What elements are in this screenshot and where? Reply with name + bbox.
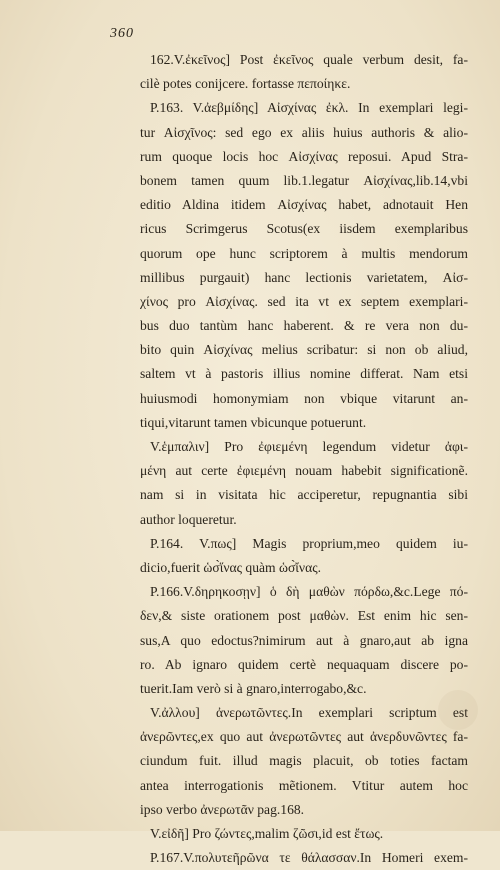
text-line: δεν,& siste orationem post μαθὼν. Est enim hic sen- [140, 608, 468, 624]
text-line: ciundum fuit. illud magis placuit, ob toties factam [140, 753, 468, 769]
text-line: tiqui,vitarunt tamen vbicunque potuerunt. [140, 414, 367, 430]
text-line: bito quin Αἰσχίνας melius scribatur: si non ob aliud, [140, 342, 468, 358]
text-line: editio Aldina itidem Αἰσχίνας habet, adnotauit Hen [140, 197, 468, 213]
text-line: μένη aut certe ἐφιεμένη nouam habebit significationẽ. [140, 463, 468, 479]
text-line: ricus Scrimgerus Scotus(ex iisdem exemplaribus [140, 221, 468, 237]
page-number: 360 [110, 26, 134, 41]
text-line: V.εἰδῆ] Pro ζώντες,malim ζῶσι,id est ἔτως. [150, 826, 384, 841]
text-line: dicio,fuerit ὡσ̀ἵνας quàm ὡσ̀ἴνας. [140, 559, 321, 575]
text-line: ipso verbo ἀνερωτᾶν pag.168. [140, 801, 305, 817]
text-line: P.163. V.ἀεβμίδης] Αἰσχίνας ἐκλ. In exemplari legi- [150, 100, 468, 116]
text-line: huiusmodi homonymiam non vbique vitarunt an- [140, 390, 468, 406]
text-line: tur Αἰσχῖνος: sed ego ex aliis huius authoris & alio- [140, 124, 468, 140]
text-line: P.166.V.δηρηκοσῃν] ὁ δὴ μαθὼν πόρδω,&c.Lege πό- [150, 584, 468, 600]
paper-stain [438, 690, 478, 730]
text-body [140, 48, 468, 870]
text-line: millibus purgauit) hanc lectionis varietatem, Αἰσ- [140, 269, 468, 285]
text-line: nam si in visitata hic acciperetur, repugnantia sibi [140, 487, 468, 503]
text-line: tuerit.Iam verò si à gnaro,interrogabo,&c. [140, 680, 367, 696]
text-line: P.164. V.πως] Magis proprium,meo quidem iu- [150, 535, 468, 551]
text-line: saltem vt à pastoris illius nomine differat. Nam etsi [140, 366, 468, 382]
text-line: cilè potes conijcere. fortasse πεποίηκε. [140, 76, 351, 92]
text-line: antea interrogationis mẽtionem. Vtitur autem hoc [140, 777, 468, 793]
text-line: P.167.V.πολυτεῆρῶνα τε θάλασσαν.In Homeri exem- [150, 850, 468, 866]
text-line: 162.V.ἐκεῖνος] Post ἐκεῖνος quale verbum desit, fa- [150, 52, 468, 67]
text-line: rum quoque locis hoc Αἰσχίνας reposui. Apud Stra- [140, 148, 468, 164]
text-line: ἀνερῶντες,ex quo aut ἀνερωτῶντες aut ἀνερδυνῶντες fa- [140, 729, 468, 745]
text-line: ro. Ab ignaro quidem certè nequaquam discere po- [140, 656, 468, 672]
text-line: bus duo tantùm hanc haberent. & re vera non du- [140, 318, 468, 334]
text-line: sus,A quo edoctus?nimirum aut à gnaro,aut ab igna [140, 632, 468, 648]
text-line: bonem tamen quum lib.1.legatur Αἰσχίνας,lib.14,vbi [140, 172, 468, 188]
text-line: author loqueretur. [140, 511, 237, 527]
text-line: V.ἀλλου] ἀνερωτῶντες.In exemplari scriptum est [150, 705, 468, 721]
text-line: V.ἑμπαλιν] Pro ἐφιεμένη legendum videtur ἀφι- [150, 439, 468, 454]
text-line: quorum ope hunc scriptorem à multis mendorum [140, 245, 468, 261]
text-line: χίνος pro Αἰσχίνας. sed ita vt ex septem exemplari- [140, 293, 468, 309]
